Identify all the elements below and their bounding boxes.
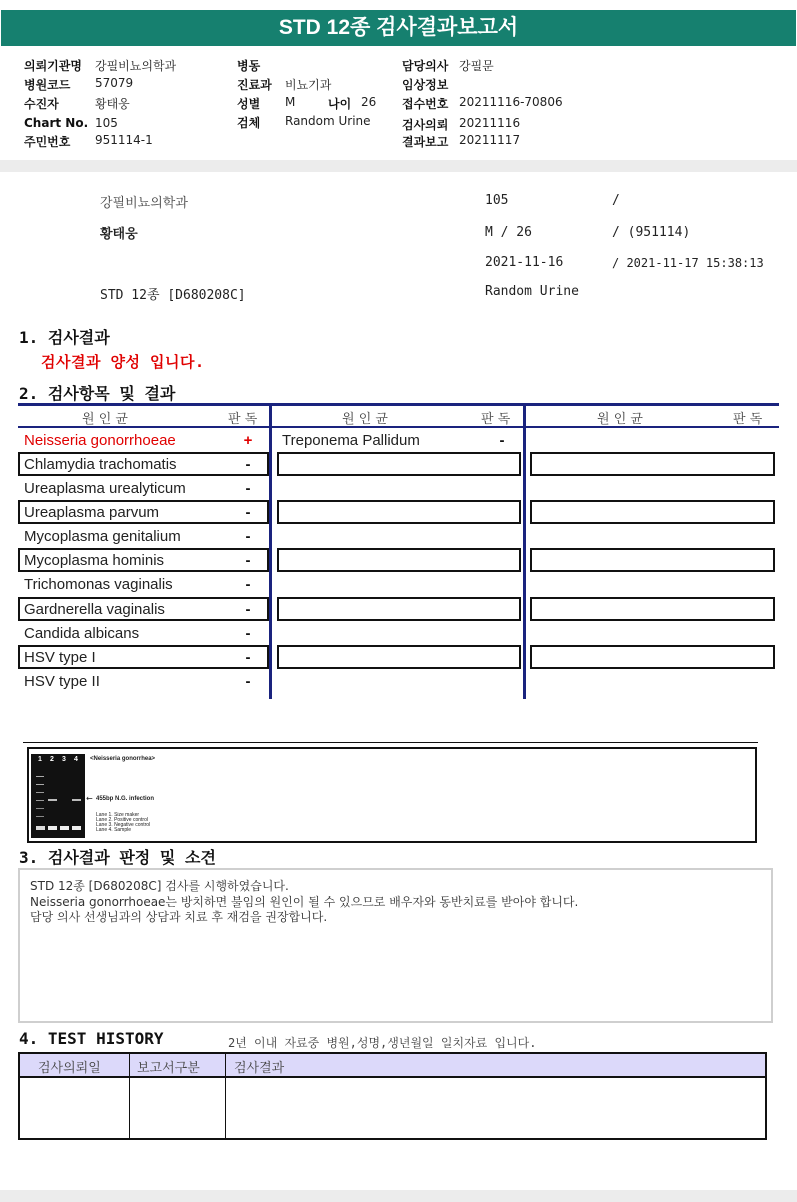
doctor-label: 담당의사	[402, 59, 449, 73]
patient-test: STD 12종 [D680208C]	[100, 288, 246, 303]
history-col-divider	[225, 1054, 226, 1138]
patient-chart: 105	[485, 193, 509, 208]
table-top-rule	[18, 403, 779, 406]
lane-number: 3	[62, 756, 66, 763]
gel-band-label: 455bp N.G. infection	[96, 796, 155, 802]
organism-result: -	[245, 601, 251, 618]
gel-band	[60, 826, 69, 830]
organism-name: HSV type I	[24, 649, 96, 666]
header-organism-3: 원 인 균	[597, 412, 643, 427]
sex-value: M	[285, 95, 296, 109]
gel-band	[36, 784, 44, 785]
organism-name: Neisseria gonorrhoeae	[24, 432, 176, 449]
organism-name: Gardnerella vaginalis	[24, 601, 165, 618]
organism-name: Ureaplasma parvum	[24, 504, 160, 521]
header-result-1: 판 독	[228, 412, 258, 427]
empty-row-box	[277, 452, 521, 476]
department-value: 비뇨기과	[285, 78, 332, 92]
empty-row-box	[530, 645, 775, 669]
gel-band	[48, 826, 57, 830]
patient-name: 황태웅	[100, 227, 138, 242]
organism-result: -	[245, 528, 251, 545]
positive-result-message: 검사결과 양성 입니다.	[41, 353, 205, 371]
arrow-left-icon: ←	[86, 794, 93, 803]
patient-specimen: Random Urine	[485, 284, 579, 299]
gel-legend-item: Lane 4. Sample	[96, 827, 132, 833]
gel-legend-item: Lane 1. Size maker	[96, 812, 140, 818]
gel-band	[36, 808, 44, 809]
clinic-value: 강필비뇨의학과	[95, 59, 177, 73]
history-header-cell: 검사의뢰일	[38, 1061, 101, 1076]
gel-band	[72, 826, 81, 830]
gel-legend-item: Lane 3. Negative control	[96, 822, 151, 828]
table-header-rule	[18, 426, 779, 428]
lane-number: 4	[74, 756, 78, 763]
gel-electrophoresis-panel	[27, 747, 757, 843]
organism-result: -	[499, 432, 505, 449]
request-date-value: 20211116	[459, 116, 521, 130]
opinion-line: 담당 의사 선생님과의 상담과 치료 후 재검을 권장합니다.	[30, 910, 328, 924]
section-result-heading: 1. 검사결과	[19, 328, 110, 347]
section-items-heading: 2. 검사항목 및 결과	[19, 384, 176, 403]
receipt-no-label: 접수번호	[402, 97, 449, 111]
report-date-value: 20211117	[459, 133, 521, 147]
empty-row-box	[277, 548, 521, 572]
patient-clinic: 강필비뇨의학과	[100, 196, 188, 211]
patient-chart-slash: /	[612, 193, 620, 208]
organism-result: -	[245, 456, 251, 473]
organism-result: -	[245, 649, 251, 666]
organism-name: Trichomonas vaginalis	[24, 576, 173, 593]
doctor-value: 강필문	[459, 59, 494, 73]
empty-row-box	[530, 452, 775, 476]
empty-row-box	[277, 645, 521, 669]
info-panel	[1, 46, 796, 161]
gel-title: <Neisseria gonorrhea>	[90, 756, 156, 762]
patient-sex-age: M / 26	[485, 225, 532, 240]
receipt-no-value: 20211116-70806	[459, 95, 563, 109]
hospital-code-label: 병원코드	[24, 78, 71, 92]
history-header-cell: 검사결과	[234, 1061, 285, 1076]
history-col-divider	[129, 1054, 130, 1138]
gel-band	[36, 826, 45, 830]
organism-name: Treponema Pallidum	[282, 432, 420, 449]
organism-result: +	[243, 432, 253, 449]
gel-band	[36, 792, 44, 793]
resident-no-value: 951114-1	[95, 133, 153, 147]
gel-band	[36, 800, 44, 801]
opinion-line: STD 12종 [D680208C] 검사를 시행하였습니다.	[30, 879, 289, 893]
table-col-divider-2	[523, 403, 526, 699]
header-result-3: 판 독	[733, 412, 763, 427]
gel-band	[36, 816, 44, 817]
gel-top-rule	[23, 742, 758, 743]
organism-result: -	[245, 576, 251, 593]
empty-row-box	[277, 597, 521, 621]
report-title: STD 12종 검사결과보고서	[1, 10, 796, 46]
opinion-line: Neisseria gonorrhoeae는 방치하면 불임의 원인이 될 수 있으므로 배우자와 동반치료를 받아야 합니다.	[30, 895, 579, 909]
request-date-label: 검사의뢰	[402, 118, 449, 132]
report-date-label: 결과보고	[402, 135, 449, 149]
clinic-label: 의뢰기관명	[24, 59, 82, 73]
table-col-divider-1	[269, 403, 272, 699]
organism-name: Mycoplasma hominis	[24, 552, 165, 569]
patient-report-datetime: / 2021-11-17 15:38:13	[612, 256, 764, 270]
history-header-cell: 보고서구분	[137, 1061, 200, 1076]
gel-band	[48, 799, 57, 801]
patient-label: 수진자	[24, 97, 59, 111]
ward-label: 병동	[237, 59, 261, 73]
lane-number: 1	[38, 756, 42, 763]
resident-no-label: 주민번호	[24, 135, 71, 149]
organism-result: -	[245, 673, 251, 690]
organism-name: Candida albicans	[24, 625, 140, 642]
organism-name: Ureaplasma urealyticum	[24, 480, 186, 497]
patient-value: 황태웅	[95, 97, 130, 111]
age-label: 나이	[328, 97, 352, 111]
empty-row-box	[530, 597, 775, 621]
history-note: 2년 이내 자료중 병원,성명,생년월일 일치자료 입니다.	[228, 1036, 537, 1050]
gel-band	[36, 776, 44, 777]
sex-label: 성별	[237, 97, 261, 111]
gel-band	[72, 799, 81, 801]
lane-number: 2	[50, 756, 54, 763]
organism-result: -	[245, 480, 251, 497]
footer-band	[0, 1190, 797, 1202]
organism-name: Chlamydia trachomatis	[24, 456, 177, 473]
organism-result: -	[245, 625, 251, 642]
header-organism-1: 원 인 균	[82, 412, 128, 427]
opinion-box	[18, 868, 773, 1023]
section-opinion-heading: 3. 검사결과 판정 및 소견	[19, 848, 216, 867]
organism-name: HSV type II	[24, 673, 100, 690]
organism-result: -	[245, 504, 251, 521]
empty-row-box	[530, 500, 775, 524]
section-history-heading: 4. TEST HISTORY	[19, 1029, 164, 1048]
organism-name: Mycoplasma genitalium	[24, 528, 181, 545]
specimen-value: Random Urine	[285, 114, 371, 128]
history-header-row	[20, 1054, 765, 1078]
header-result-2: 판 독	[481, 412, 511, 427]
hospital-code-value: 57079	[95, 76, 134, 90]
age-value: 26	[361, 95, 377, 109]
specimen-label: 검체	[237, 116, 261, 130]
department-label: 진료과	[237, 78, 272, 92]
history-table	[18, 1052, 767, 1140]
empty-row-box	[530, 548, 775, 572]
header-divider	[0, 160, 797, 172]
empty-row-box	[277, 500, 521, 524]
clinical-info-label: 임상정보	[402, 78, 449, 92]
patient-request-date: 2021-11-16	[485, 255, 564, 270]
gel-image	[31, 754, 85, 838]
chart-no-value: 105	[95, 116, 118, 130]
header-organism-2: 원 인 균	[342, 412, 388, 427]
patient-birth: / (951114)	[612, 225, 691, 240]
chart-no-label: Chart No.	[24, 116, 89, 130]
gel-legend-item: Lane 2. Positive control	[96, 817, 148, 823]
organism-result: -	[245, 552, 251, 569]
